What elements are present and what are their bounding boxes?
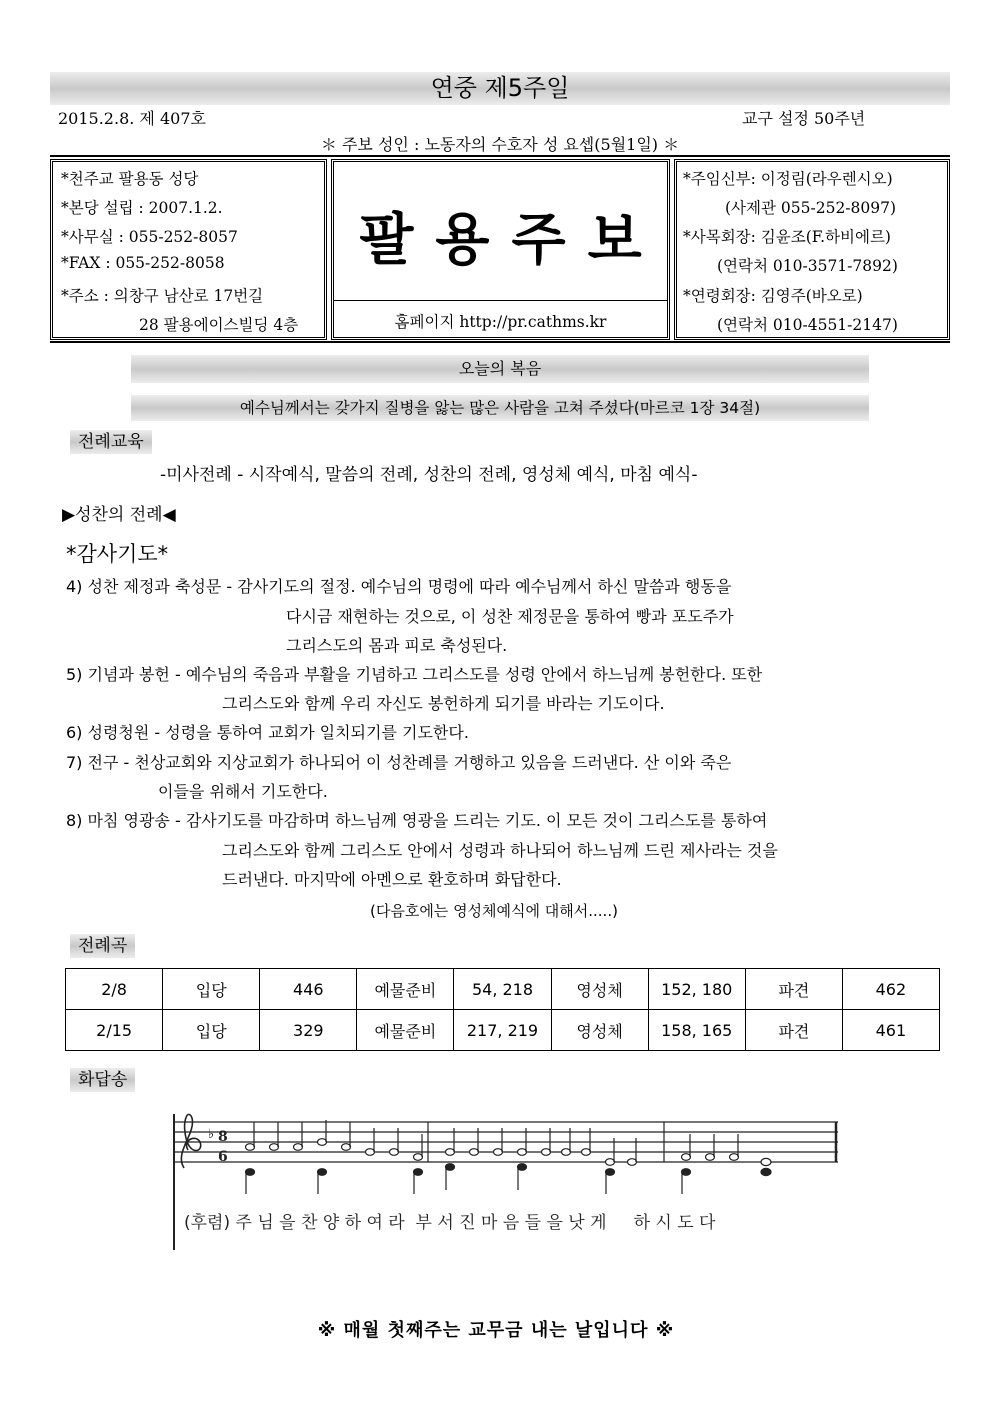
hymn-number: 217, 219 <box>454 1010 551 1051</box>
page-title-bar <box>50 72 950 105</box>
footer-notice: ※ 매월 첫째주는 교무금 내는 날입니다 ※ <box>317 1320 675 1341</box>
hymn-number: 329 <box>260 1010 357 1051</box>
hymn-number: 54, 218 <box>454 969 551 1010</box>
section-title: ▶성찬의 전례◀ <box>62 505 176 525</box>
hymn-part: 입당 <box>163 969 260 1010</box>
address-line-2: 28 팔용에이스빌딩 4층 <box>139 316 299 334</box>
hymn-number: 461 <box>842 1010 939 1051</box>
hymn-part: 파견 <box>745 969 842 1010</box>
hymn-part: 파견 <box>745 1010 842 1051</box>
item-8-line-1: 8) 마침 영광송 - 감사기도를 마감하며 하느님께 영광을 드리는 기도. 이 모든 것이 그리스도를 통하여 <box>66 811 768 830</box>
item-7-line-2: 이들을 위해서 기도한다. <box>158 782 328 801</box>
hymn-part: 영성체 <box>551 969 648 1010</box>
fax-number: *FAX : 055-252-8058 <box>61 254 225 272</box>
hymn-date: 2/15 <box>66 1010 163 1051</box>
hymn-part: 영성체 <box>551 1010 648 1051</box>
item-7-line-1: 7) 전구 - 천상교회와 지상교회가 하나되어 이 성찬례를 거행하고 있음을 드러낸다. 산 이와 죽은 <box>66 753 732 772</box>
psalm-label: 화답송 <box>70 1068 135 1092</box>
hymns-table <box>65 968 940 1051</box>
parish-founded: *본당 설립 : 2007.1.2. <box>61 199 223 217</box>
hymns-label: 전례곡 <box>70 934 135 958</box>
gospel-text: 예수님께서는 갖가지 질병을 앓는 많은 사람을 고쳐 주셨다(마르코 1장 34절) <box>131 395 869 421</box>
homepage-url[interactable]: 홈페이지 http://pr.cathms.kr <box>394 313 607 331</box>
parish-info-box <box>50 159 327 340</box>
address-line-1: *주소 : 의창구 남산로 17번길 <box>61 287 264 305</box>
pastor-name: *주임신부: 이정림(라우렌시오) <box>683 170 893 188</box>
hymn-number: 152, 180 <box>648 969 745 1010</box>
music-score <box>170 1108 840 1258</box>
svg-text:6: 6 <box>218 1149 228 1165</box>
svg-text:♭: ♭ <box>208 1127 215 1142</box>
page-title: 연중 제5주일 <box>430 74 570 102</box>
table-row <box>66 969 940 1010</box>
table-row <box>66 1010 940 1051</box>
gospel-label: 오늘의 복음 <box>131 355 869 383</box>
item-5-line-2: 그리스도와 함께 우리 자신도 봉헌하게 되기를 바라는 기도이다. <box>222 694 665 713</box>
item-4-line-3: 그리스도의 몸과 피로 축성된다. <box>286 636 508 655</box>
patron-saint: ＊ 주보 성인 : 노동자의 수호자 성 요셉(5월1일) ＊ <box>320 135 680 154</box>
diocese-anniversary: 교구 설정 50주년 <box>742 109 866 128</box>
item-8-line-3: 드러낸다. 마지막에 아멘으로 환호하며 화답한다. <box>222 870 562 889</box>
item-8-line-2: 그리스도와 함께 그리스도 안에서 성령과 하나되어 하느님께 드린 제사라는 것을 <box>222 841 778 860</box>
council-president: *사목회장: 김윤조(F.하비에르) <box>683 228 891 246</box>
hymn-part: 예물준비 <box>357 1010 454 1051</box>
hymn-number: 158, 165 <box>648 1010 745 1051</box>
hymn-part: 입당 <box>163 1010 260 1051</box>
item-5-line-1: 5) 기념과 봉헌 - 예수님의 죽음과 부활을 기념하고 그리스도를 성령 안에서 하느님께 봉헌한다. 또한 <box>66 665 763 684</box>
education-label: 전례교육 <box>70 430 152 454</box>
masthead-divider <box>334 300 667 301</box>
hymn-number: 462 <box>842 969 939 1010</box>
item-6-line: 6) 성령청원 - 성령을 통하여 교회가 일치되기를 기도한다. <box>66 723 469 742</box>
masthead-box <box>331 159 670 340</box>
issue-number: 2015.2.8. 제 407호 <box>58 109 206 128</box>
office-phone: *사무실 : 055-252-8057 <box>61 228 238 246</box>
contacts-box <box>674 159 950 340</box>
council-phone: (연락처 010-3571-7892) <box>717 257 898 275</box>
funeral-president: *연령회장: 김영주(바오로) <box>683 287 863 305</box>
funeral-phone: (연락처 010-4551-2147) <box>717 316 898 334</box>
masthead-title: 팔용주보 <box>359 207 664 273</box>
item-4-line-2: 다시금 재현하는 것으로, 이 성찬 제정문을 통하여 빵과 포도주가 <box>286 607 734 626</box>
rectory-phone: (사제관 055-252-8097) <box>725 199 897 217</box>
header-divider-top <box>50 155 950 157</box>
hymn-part: 예물준비 <box>357 969 454 1010</box>
header-divider-bottom <box>50 341 950 343</box>
prayer-heading: *감사기도* <box>66 542 169 566</box>
item-4-line-1: 4) 성찬 제정과 축성문 - 감사기도의 절정. 예수님의 명령에 따라 예수님께서 하신 말씀과 행동을 <box>66 577 732 596</box>
next-issue-note: (다음호에는 영성체예식에 대해서.....) <box>370 902 618 920</box>
svg-text:8: 8 <box>218 1129 228 1145</box>
psalm-lyrics: (후렴) 주 님 을 찬 양 하 여 라 부 서 진 마 음 들 을 낫 게 하 시 도 다 <box>184 1213 716 1233</box>
parish-name: *천주교 팔용동 성당 <box>61 170 199 188</box>
education-subtitle: -미사전례 - 시작예식, 말씀의 전례, 성찬의 전례, 영성체 예식, 마침 예식- <box>160 465 698 485</box>
hymn-number: 446 <box>260 969 357 1010</box>
hymn-date: 2/8 <box>66 969 163 1010</box>
